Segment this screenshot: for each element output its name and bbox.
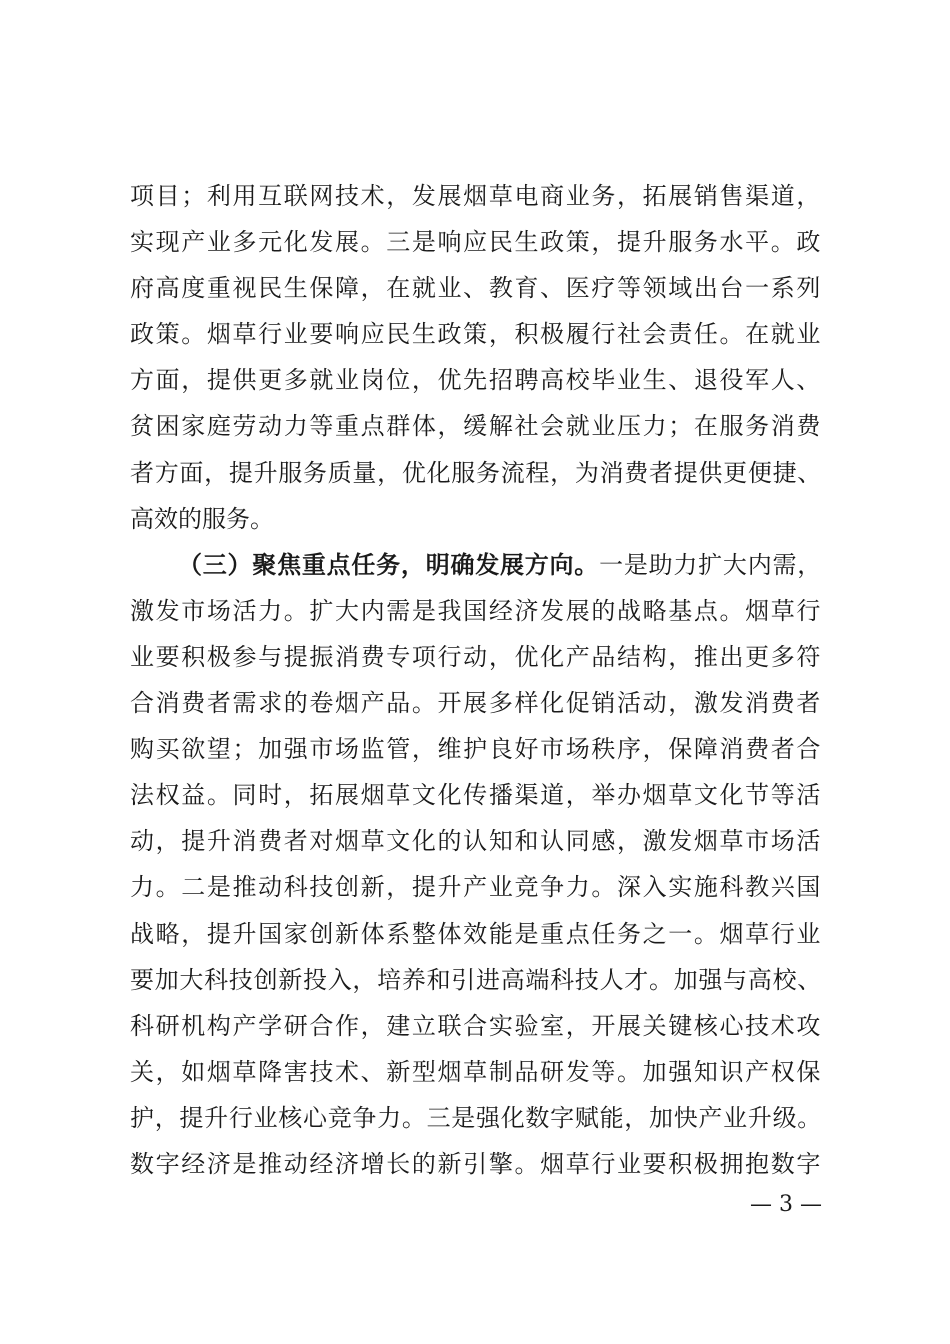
text-line: 购买欲望；加强市场监管，维护良好市场秩序，保障消费者合	[130, 735, 822, 764]
text-line: 府高度重视民生保障，在就业、教育、医疗等领域出台一系列	[130, 274, 822, 303]
text-line: 实现产业多元化发展。三是响应民生政策，提升服务水平。政	[130, 228, 822, 257]
text-line: 高效的服务。	[130, 504, 274, 533]
section-heading: （三）聚焦重点任务，明确发展方向。	[178, 549, 600, 579]
text-line: 关，如烟草降害技术、新型烟草制品研发等。加强知识产权保	[130, 1057, 822, 1086]
text-line: 力。二是推动科技创新，提升产业竞争力。深入实施科教兴国	[130, 873, 822, 902]
text-line: 激发市场活力。扩大内需是我国经济发展的战略基点。烟草行	[130, 596, 822, 625]
body-text	[130, 173, 822, 1187]
text-line: 业要积极参与提振消费专项行动，优化产品结构，推出更多符	[130, 642, 822, 671]
text-line: 法权益。同时，拓展烟草文化传播渠道，举办烟草文化节等活	[130, 781, 822, 810]
text-line: 合消费者需求的卷烟产品。开展多样化促销活动，激发消费者	[130, 689, 822, 718]
page-number: — 3 —	[750, 1192, 822, 1217]
text-line: 项目；利用互联网技术，发展烟草电商业务，拓展销售渠道，	[130, 182, 822, 210]
text-line: 贫困家庭劳动力等重点群体，缓解社会就业压力；在服务消费	[130, 412, 822, 441]
text-line: 动，提升消费者对烟草文化的认知和认同感，激发烟草市场活	[130, 827, 822, 856]
text-line: 科研机构产学研合作，建立联合实验室，开展关键核心技术攻	[130, 1011, 822, 1040]
text-line: 护，提升行业核心竞争力。三是强化数字赋能，加快产业升级。	[130, 1103, 822, 1132]
section-first-line-rest: 一是助力扩大内需，	[599, 550, 822, 579]
text-line: 者方面，提升服务质量，优化服务流程，为消费者提供更便捷、	[130, 458, 822, 487]
text-line: 方面，提供更多就业岗位，优先招聘高校毕业生、退役军人、	[130, 366, 822, 395]
text-line: 战略，提升国家创新体系整体效能是重点任务之一。烟草行业	[130, 919, 822, 948]
text-line: 政策。烟草行业要响应民生政策，积极履行社会责任。在就业	[130, 320, 822, 349]
text-line: 要加大科技创新投入，培养和引进高端科技人才。加强与高校、	[130, 965, 822, 994]
section-heading-line	[130, 542, 822, 588]
text-line: 数字经济是推动经济增长的新引擎。烟草行业要积极拥抱数字	[130, 1149, 822, 1178]
